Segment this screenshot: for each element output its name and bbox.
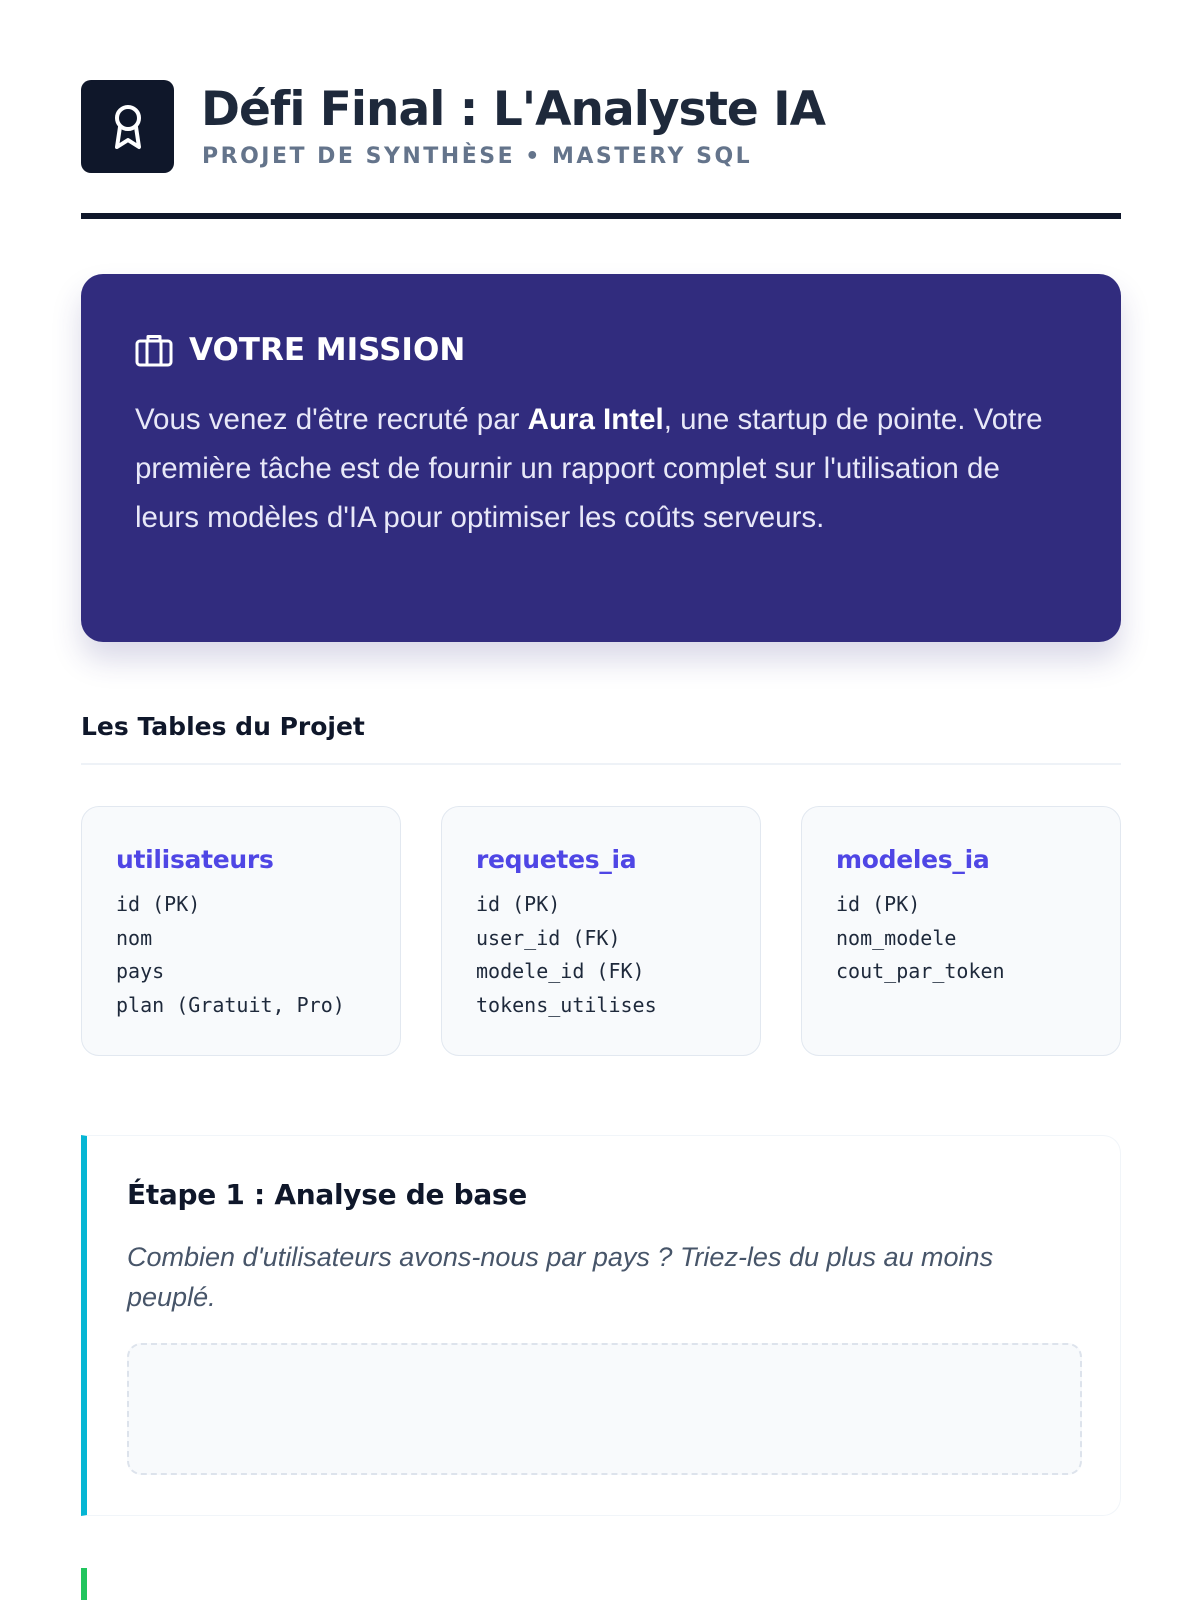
table-field: plan (Gratuit, Pro) [116, 992, 345, 1017]
table-fields [476, 888, 726, 1022]
tables-grid [81, 806, 1121, 1056]
mission-header [135, 330, 1067, 370]
page-title: Défi Final : L'Analyste IA [201, 82, 826, 137]
table-field: id (PK) [836, 892, 921, 916]
table-fields [836, 888, 1086, 989]
header-divider [81, 213, 1121, 219]
table-field: pays [116, 959, 165, 983]
step-title: Étape 1 : Analyse de base [127, 1178, 527, 1211]
table-name: modeles_ia [836, 845, 990, 874]
table-field: nom_modele [836, 925, 957, 950]
step-1-card [81, 1135, 1121, 1516]
step-question: Combien d'utilisateurs avons-nous par pays ? Triez-les du plus au moins peuplé. [127, 1242, 994, 1312]
tables-section-title: Les Tables du Projet [81, 712, 365, 741]
page-header [81, 80, 1121, 220]
mission-title: VOTRE MISSION [189, 332, 466, 368]
table-field: id (PK) [476, 892, 561, 916]
table-card-utilisateurs [81, 806, 401, 1056]
answer-area[interactable] [127, 1343, 1082, 1475]
table-name: utilisateurs [116, 845, 274, 874]
table-card-requetes-ia [441, 806, 761, 1056]
table-name: requetes_ia [476, 845, 637, 874]
table-fields [116, 888, 366, 1022]
table-field: user_id (FK) [476, 925, 621, 950]
table-field: id (PK) [116, 892, 201, 916]
table-field: tokens_utilises [476, 992, 657, 1017]
mission-text-end: , une startup de pointe. Votre première tâche est de fournir un rapport complet sur l'utilisation de leurs modèles d'IA pour optimiser les coûts serveurs. [135, 403, 1043, 534]
table-field: nom [116, 925, 153, 950]
table-card-modeles-ia [801, 806, 1121, 1056]
mission-text [135, 395, 1070, 542]
mission-card [81, 274, 1121, 642]
table-field: modele_id (FK) [476, 959, 645, 983]
page-subtitle: PROJET DE SYNTHÈSE • MASTERY SQL [202, 144, 753, 169]
logo-badge [81, 80, 174, 173]
award-icon [111, 103, 145, 151]
mission-text-start: Vous venez d'être recruté par [135, 403, 528, 436]
company-name: Aura Intel [527, 403, 664, 436]
section-divider [81, 763, 1121, 765]
step-2-accent-bar [81, 1568, 87, 1600]
briefcase-icon [135, 333, 173, 367]
table-field: cout_par_token [836, 959, 1005, 983]
